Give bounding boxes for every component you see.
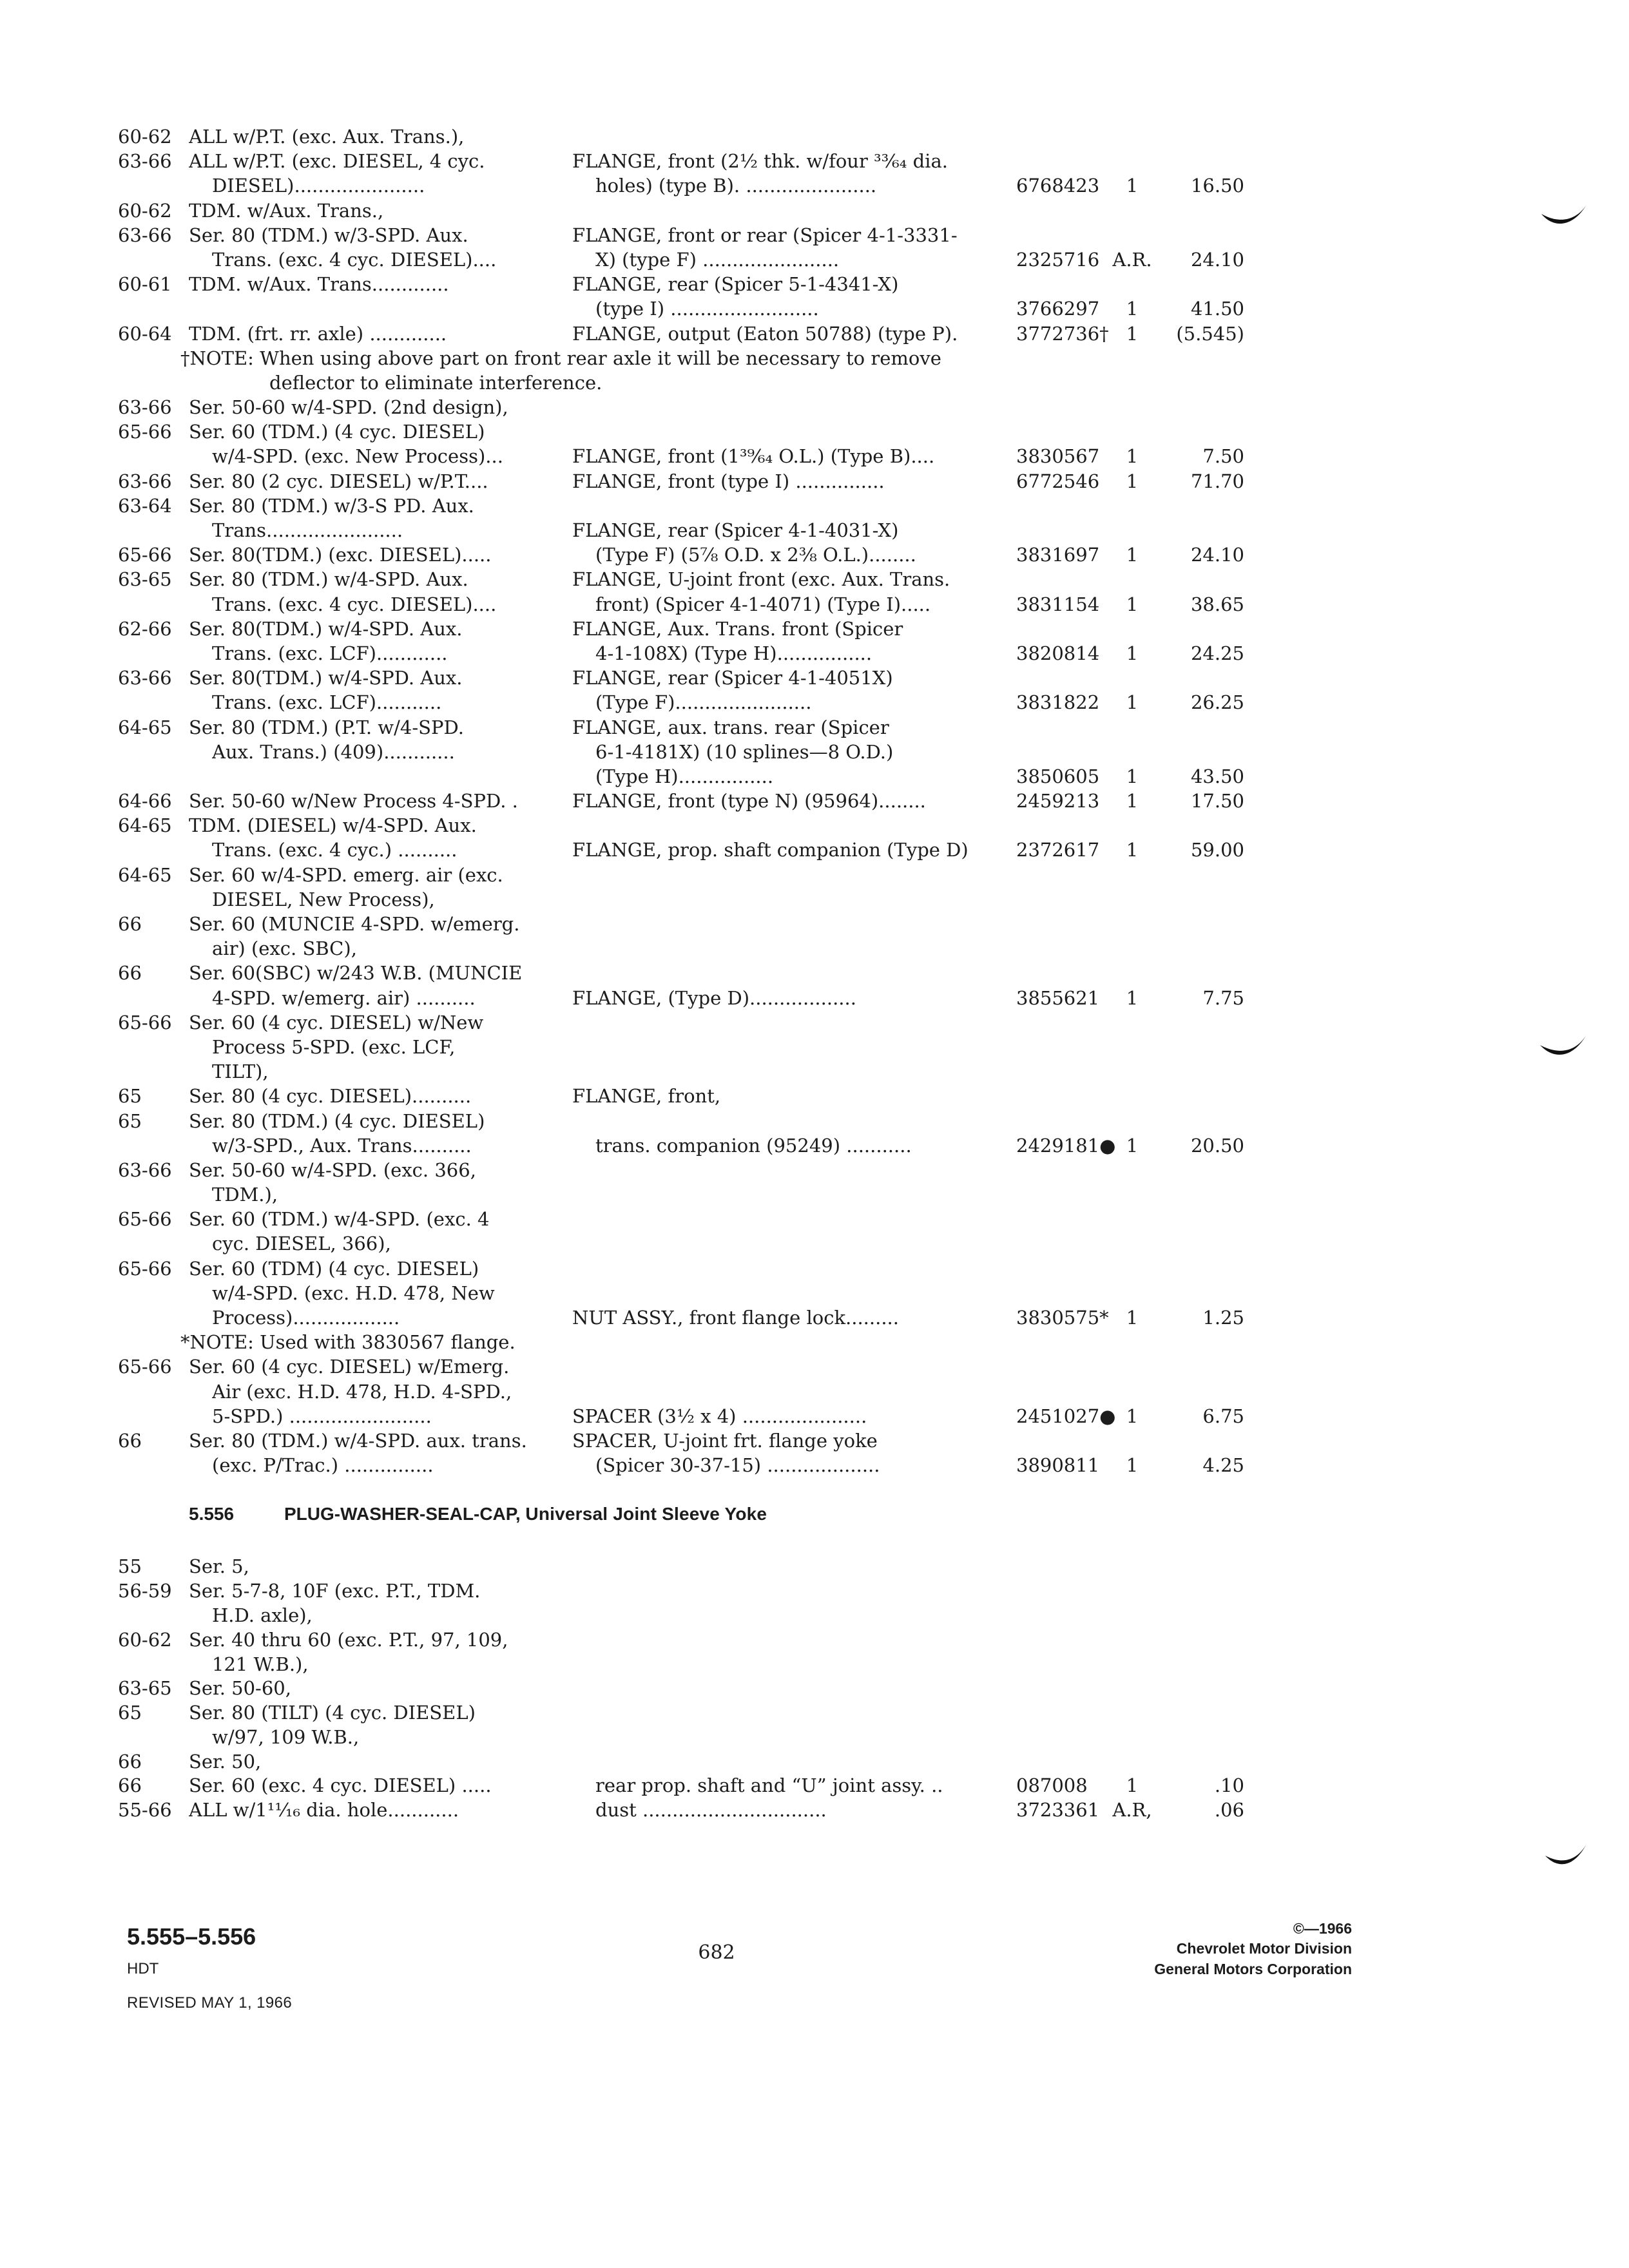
applicable-models-continued: TDM.), xyxy=(212,1184,278,1206)
quantity: 1 xyxy=(1126,470,1139,492)
quantity: 1 xyxy=(1126,790,1139,812)
quantity: 1 xyxy=(1126,1134,1139,1157)
applicable-models-continued: air) (exc. SBC), xyxy=(212,937,357,960)
applicable-models-continued: 5-SPD.) ........................ xyxy=(212,1405,432,1427)
applicable-models-continued: Trans. (exc. 4 cyc.) .......... xyxy=(212,839,458,861)
model-years: 65 xyxy=(118,1110,142,1132)
part-description: SPACER, U-joint frt. flange yoke xyxy=(572,1429,878,1452)
part-description-continued: X) (type F) ....................... xyxy=(595,248,840,271)
model-years: 65-66 xyxy=(118,1208,172,1231)
quantity: 1 xyxy=(1126,1307,1139,1329)
part-description: FLANGE, output (Eaton 50788) (type P). xyxy=(572,322,958,345)
applicable-models-continued: 4-SPD. w/emerg. air) .......... xyxy=(212,986,476,1009)
footnote-continued: deflector to eliminate interference. xyxy=(269,371,602,394)
applicable-models: Ser. 80 (TDM.) w/4-SPD. Aux. xyxy=(189,568,468,591)
quantity: 1 xyxy=(1126,445,1139,468)
model-years: 63-65 xyxy=(118,1677,172,1700)
part-description-continued: 6-1-4181X) (10 splines—8 O.D.) xyxy=(595,740,894,763)
applicable-models-continued: Trans. (exc. 4 cyc. DIESEL).... xyxy=(212,248,497,271)
part-description-continued: holes) (type B). ...................... xyxy=(595,175,877,197)
part-description: FLANGE, front (type I) ............... xyxy=(572,470,885,492)
quantity: 1 xyxy=(1126,593,1139,615)
model-years: 65-66 xyxy=(118,1011,172,1033)
part-description: FLANGE, aux. trans. rear (Spicer xyxy=(572,716,889,738)
applicable-models: Ser. 60 (TDM.) (4 cyc. DIESEL) xyxy=(189,421,485,443)
applicable-models: Ser. 60 (exc. 4 cyc. DIESEL) ..... xyxy=(189,1774,492,1797)
applicable-models: Ser. 80(TDM.) (exc. DIESEL)..... xyxy=(189,544,492,566)
copyright: ©—1966 xyxy=(1293,1920,1352,1937)
list-price: 38.65 xyxy=(1190,593,1244,615)
part-number: 2372617 xyxy=(1016,839,1100,861)
model-years: 60-62 xyxy=(118,126,172,148)
list-price: .10 xyxy=(1214,1774,1244,1797)
applicable-models-continued: w/3-SPD., Aux. Trans.......... xyxy=(212,1134,472,1157)
section-range: 5.555–5.556 xyxy=(127,1923,256,1950)
part-description: FLANGE, front (type N) (95964)........ xyxy=(572,790,926,812)
list-price: 43.50 xyxy=(1190,765,1244,787)
list-price: 24.10 xyxy=(1190,248,1244,271)
model-years: 66 xyxy=(118,1750,142,1773)
model-years: 66 xyxy=(118,1429,142,1452)
model-years: 64-66 xyxy=(118,790,172,812)
model-years: 65-66 xyxy=(118,421,172,443)
part-number: 3772736† xyxy=(1016,322,1109,345)
part-number: 3820814 xyxy=(1016,642,1100,664)
part-number: 087008 xyxy=(1016,1774,1088,1797)
part-number: 3855621 xyxy=(1016,986,1100,1009)
applicable-models: Ser. 50-60 w/4-SPD. (exc. 366, xyxy=(189,1158,476,1181)
applicable-models-continued: Aux. Trans.) (409)............ xyxy=(212,740,455,763)
applicable-models: Ser. 60 (TDM.) w/4-SPD. (exc. 4 xyxy=(189,1208,490,1231)
model-years: 65-66 xyxy=(118,544,172,566)
model-years: 65-66 xyxy=(118,1356,172,1378)
list-price: 24.10 xyxy=(1190,544,1244,566)
applicable-models: Ser. 60 (TDM) (4 cyc. DIESEL) xyxy=(189,1257,479,1280)
part-description-continued: (type I) ......................... xyxy=(595,298,819,320)
model-years: 63-66 xyxy=(118,470,172,492)
applicable-models: Ser. 80 (TDM.) w/3-SPD. Aux. xyxy=(189,224,468,246)
part-description-continued: front) (Spicer 4-1-4071) (Type I)..... xyxy=(595,593,931,615)
applicable-models: Ser. 80 (TDM.) (4 cyc. DIESEL) xyxy=(189,1110,485,1132)
quantity: 1 xyxy=(1126,1405,1139,1427)
model-years: 60-62 xyxy=(118,199,172,222)
part-number: 3890811 xyxy=(1016,1454,1100,1477)
model-years: 60-64 xyxy=(118,322,172,345)
applicable-models: Ser. 80(TDM.) w/4-SPD. Aux. xyxy=(189,617,463,640)
applicable-models-continued: H.D. axle), xyxy=(212,1604,313,1626)
part-number: 2459213 xyxy=(1016,790,1100,812)
model-years: 64-65 xyxy=(118,814,172,837)
applicable-models: ALL w/P.T. (exc. Aux. Trans.), xyxy=(189,126,465,148)
binder-mark xyxy=(1541,205,1586,224)
list-price: 59.00 xyxy=(1190,839,1244,861)
quantity: 1 xyxy=(1126,839,1139,861)
model-years: 60-62 xyxy=(118,1628,172,1651)
applicable-models-continued: cyc. DIESEL, 366), xyxy=(212,1233,391,1255)
quantity: 1 xyxy=(1126,1774,1139,1797)
part-number: 6772546 xyxy=(1016,470,1100,492)
model-years: 62-66 xyxy=(118,617,172,640)
list-price: 1.25 xyxy=(1202,1307,1244,1329)
footnote: *NOTE: Used with 3830567 flange. xyxy=(180,1331,516,1354)
list-price: .06 xyxy=(1214,1799,1244,1821)
part-description-continued: trans. companion (95249) ........... xyxy=(595,1134,912,1157)
model-years: 55-66 xyxy=(118,1799,172,1821)
part-description: FLANGE, front or rear (Spicer 4-1-3331- xyxy=(572,224,958,246)
applicable-models: Ser. 80 (4 cyc. DIESEL).......... xyxy=(189,1085,472,1108)
applicable-models-continued: Trans. (exc. 4 cyc. DIESEL).... xyxy=(212,593,497,615)
list-price: (5.545) xyxy=(1176,322,1244,345)
applicable-models: Ser. 80 (2 cyc. DIESEL) w/P.T.... xyxy=(189,470,488,492)
model-years: 66 xyxy=(118,913,142,935)
model-years: 66 xyxy=(118,962,142,985)
list-price: 71.70 xyxy=(1190,470,1244,492)
applicable-models-continued: w/4-SPD. (exc. H.D. 478, New xyxy=(212,1282,495,1304)
applicable-models-continued: TILT), xyxy=(212,1061,269,1083)
model-years: 63-65 xyxy=(118,568,172,591)
part-number: 3831822 xyxy=(1016,691,1100,714)
page-number: 682 xyxy=(698,1941,735,1964)
part-description-continued: 4-1-108X) (Type H)................ xyxy=(595,642,872,664)
part-number: 3766297 xyxy=(1016,298,1100,320)
applicable-models: TDM. w/Aux. Trans., xyxy=(189,199,384,222)
list-price: 16.50 xyxy=(1190,175,1244,197)
model-years: 63-66 xyxy=(118,667,172,689)
part-number: 2325716 xyxy=(1016,248,1100,271)
applicable-models-continued: Trans....................... xyxy=(212,519,403,541)
corporation-name: General Motors Corporation xyxy=(1154,1961,1352,1977)
model-years: 56-59 xyxy=(118,1580,172,1602)
section-number: 5.556 xyxy=(189,1504,235,1524)
part-description: SPACER (3½ x 4) ..................... xyxy=(572,1405,867,1427)
quantity: 1 xyxy=(1126,765,1139,787)
binder-mark xyxy=(1540,1035,1586,1055)
part-number: 3830575* xyxy=(1016,1307,1109,1329)
list-price: 41.50 xyxy=(1190,298,1244,320)
applicable-models: Ser. 80 (TILT) (4 cyc. DIESEL) xyxy=(189,1702,476,1724)
division-name: Chevrolet Motor Division xyxy=(1176,1940,1352,1957)
part-number: 6768423 xyxy=(1016,175,1100,197)
quantity: A.R, xyxy=(1112,1799,1152,1821)
part-description-continued: (Type H)................ xyxy=(595,765,774,787)
part-description: FLANGE, front (2½ thk. w/four ³³⁄₆₄ dia. xyxy=(572,150,948,173)
applicable-models-continued: w/97, 109 W.B., xyxy=(212,1725,360,1748)
part-number: 2429181● xyxy=(1016,1134,1116,1157)
list-price: 7.50 xyxy=(1202,445,1244,468)
applicable-models-continued: Air (exc. H.D. 478, H.D. 4-SPD., xyxy=(212,1380,512,1403)
part-description: FLANGE, front, xyxy=(572,1085,721,1108)
part-number: 3850605 xyxy=(1016,765,1100,787)
model-years: 65 xyxy=(118,1085,142,1108)
applicable-models: Ser. 60 (4 cyc. DIESEL) w/Emerg. xyxy=(189,1356,510,1378)
applicable-models: ALL w/1¹¹⁄₁₆ dia. hole............ xyxy=(189,1799,459,1821)
part-description: FLANGE, rear (Spicer 4-1-4031-X) xyxy=(572,519,899,541)
part-description-continued: rear prop. shaft and “U” joint assy. .. xyxy=(595,1774,943,1797)
applicable-models: Ser. 50-60, xyxy=(189,1677,291,1700)
model-years: 65-66 xyxy=(118,1257,172,1280)
model-years: 55 xyxy=(118,1555,142,1578)
applicable-models: TDM. (DIESEL) w/4-SPD. Aux. xyxy=(189,814,477,837)
part-description-continued: (Spicer 30-37-15) ................... xyxy=(595,1454,880,1477)
part-description-continued: (Type F)....................... xyxy=(595,691,812,714)
applicable-models: Ser. 60 (4 cyc. DIESEL) w/New xyxy=(189,1011,484,1033)
applicable-models-continued: DIESEL)...................... xyxy=(212,175,425,197)
applicable-models: TDM. w/Aux. Trans............. xyxy=(189,273,449,296)
quantity: 1 xyxy=(1126,175,1139,197)
applicable-models: Ser. 80 (TDM.) w/3-S PD. Aux. xyxy=(189,494,474,517)
section-title-main: PLUG-WASHER-SEAL-CAP, xyxy=(284,1504,521,1524)
binder-mark xyxy=(1545,1844,1586,1864)
applicable-models: ALL w/P.T. (exc. DIESEL, 4 cyc. xyxy=(189,150,485,173)
part-description: NUT ASSY., front flange lock......... xyxy=(572,1307,899,1329)
quantity: 1 xyxy=(1126,1454,1139,1477)
model-years: 63-66 xyxy=(118,1158,172,1181)
model-years: 63-64 xyxy=(118,494,172,517)
applicable-models-continued: Trans. (exc. LCF)........... xyxy=(212,691,442,714)
quantity: 1 xyxy=(1126,691,1139,714)
footnote: †NOTE: When using above part on front rear axle it will be necessary to remove xyxy=(180,347,941,369)
applicable-models-continued: w/4-SPD. (exc. New Process)... xyxy=(212,445,503,468)
quantity: 1 xyxy=(1126,322,1139,345)
applicable-models: TDM. (frt. rr. axle) ............. xyxy=(189,322,447,345)
list-price: 26.25 xyxy=(1190,691,1244,714)
catalog-category: HDT xyxy=(127,1960,159,1977)
list-price: 6.75 xyxy=(1202,1405,1244,1427)
applicable-models: Ser. 80 (TDM.) (P.T. w/4-SPD. xyxy=(189,716,464,738)
quantity: 1 xyxy=(1126,298,1139,320)
list-price: 4.25 xyxy=(1202,1454,1244,1477)
applicable-models: Ser. 5-7-8, 10F (exc. P.T., TDM. xyxy=(189,1580,481,1602)
applicable-models: Ser. 50-60 w/4-SPD. (2nd design), xyxy=(189,396,508,419)
model-years: 63-66 xyxy=(118,396,172,419)
applicable-models: Ser. 50, xyxy=(189,1750,262,1773)
part-description-continued: (Type F) (5⅞ O.D. x 2⅜ O.L.)........ xyxy=(595,544,916,566)
model-years: 65 xyxy=(118,1702,142,1724)
revision-date: REVISED MAY 1, 1966 xyxy=(127,1994,293,2012)
quantity: A.R. xyxy=(1112,248,1152,271)
applicable-models: Ser. 60 w/4-SPD. emerg. air (exc. xyxy=(189,863,503,886)
part-description: FLANGE, rear (Spicer 4-1-4051X) xyxy=(572,667,893,689)
model-years: 63-66 xyxy=(118,150,172,173)
part-number: 3830567 xyxy=(1016,445,1100,468)
part-number: 2451027● xyxy=(1016,1405,1116,1427)
part-description-continued: dust ............................... xyxy=(595,1799,827,1821)
applicable-models: Ser. 40 thru 60 (exc. P.T., 97, 109, xyxy=(189,1628,508,1651)
applicable-models: Ser. 80 (TDM.) w/4-SPD. aux. trans. xyxy=(189,1429,527,1452)
quantity: 1 xyxy=(1126,642,1139,664)
quantity: 1 xyxy=(1126,986,1139,1009)
applicable-models-continued: 121 W.B.), xyxy=(212,1653,309,1675)
applicable-models: Ser. 80(TDM.) w/4-SPD. Aux. xyxy=(189,667,463,689)
model-years: 60-61 xyxy=(118,273,172,296)
applicable-models: Ser. 60(SBC) w/243 W.B. (MUNCIE xyxy=(189,962,523,985)
list-price: 24.25 xyxy=(1190,642,1244,664)
part-description: FLANGE, Aux. Trans. front (Spicer xyxy=(572,617,903,640)
part-description: FLANGE, U-joint front (exc. Aux. Trans. xyxy=(572,568,950,591)
part-description: FLANGE, (Type D).................. xyxy=(572,986,856,1009)
list-price: 20.50 xyxy=(1190,1134,1244,1157)
part-description: FLANGE, rear (Spicer 5-1-4341-X) xyxy=(572,273,899,296)
quantity: 1 xyxy=(1126,544,1139,566)
applicable-models-continued: (exc. P/Trac.) ............... xyxy=(212,1454,434,1477)
applicable-models: Ser. 50-60 w/New Process 4-SPD. . xyxy=(189,790,518,812)
applicable-models-continued: DIESEL, New Process), xyxy=(212,888,435,910)
applicable-models: Ser. 60 (MUNCIE 4-SPD. w/emerg. xyxy=(189,913,520,935)
model-years: 64-65 xyxy=(118,863,172,886)
applicable-models-continued: Process 5-SPD. (exc. LCF, xyxy=(212,1035,456,1058)
section-subtitle: Universal Joint Sleeve Yoke xyxy=(525,1504,767,1524)
model-years: 63-66 xyxy=(118,224,172,246)
part-number: 3831154 xyxy=(1016,593,1100,615)
applicable-models-continued: Process).................. xyxy=(212,1307,400,1329)
model-years: 64-65 xyxy=(118,716,172,738)
part-number: 3831697 xyxy=(1016,544,1100,566)
list-price: 17.50 xyxy=(1190,790,1244,812)
part-description: FLANGE, prop. shaft companion (Type D) xyxy=(572,839,969,861)
applicable-models-continued: Trans. (exc. LCF)............ xyxy=(212,642,448,664)
model-years: 66 xyxy=(118,1774,142,1797)
part-description: FLANGE, front (1³⁹⁄₆₄ O.L.) (Type B).... xyxy=(572,445,935,468)
list-price: 7.75 xyxy=(1202,986,1244,1009)
part-number: 3723361 xyxy=(1016,1799,1100,1821)
applicable-models: Ser. 5, xyxy=(189,1555,249,1578)
